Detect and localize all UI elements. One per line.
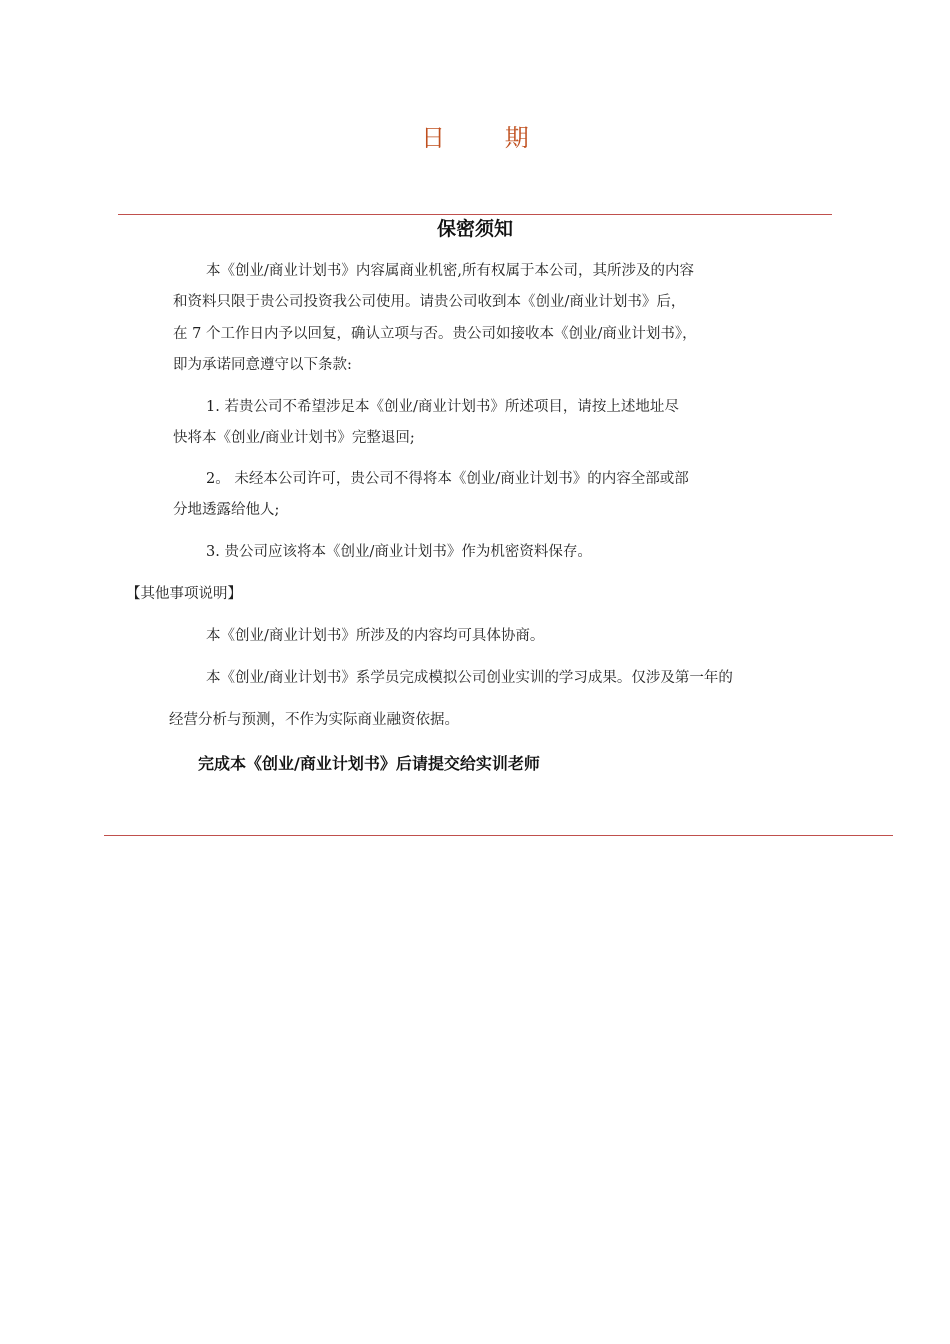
bottom-divider xyxy=(104,835,893,836)
intro-line-4: 即为承诺同意遵守以下条款: xyxy=(173,357,352,373)
intro-line-3: 在 7 个工作日内予以回复，确认立项与否。贵公司如接收本《创业/商业计划书》， xyxy=(173,326,697,342)
other-line-2: 本《创业/商业计划书》系学员完成模拟公司创业实训的学习成果。仅涉及第一年的 xyxy=(206,670,733,686)
notice-title: 保密须知 xyxy=(436,218,513,240)
clause-1-line-2: 快将本《创业/商业计划书》完整退回; xyxy=(173,430,415,446)
intro-line-2: 和资料只限于贵公司投资我公司使用。请贵公司收到本《创业/商业计划书》后， xyxy=(173,294,686,310)
closing-instruction: 完成本《创业/商业计划书》后请提交给实训老师 xyxy=(198,754,540,773)
clause-3: 3. 贵公司应该将本《创业/商业计划书》作为机密资料保存。 xyxy=(206,544,592,560)
date-title: 日 期 xyxy=(421,124,555,152)
other-line-3: 经营分析与预测，不作为实际商业融资依据。 xyxy=(169,712,459,728)
clause-2-line-1: 2。 未经本公司许可，贵公司不得将本《创业/商业计划书》的内容全部或部 xyxy=(206,471,689,487)
clause-1-line-1: 1. 若贵公司不希望涉足本《创业/商业计划书》所述项目，请按上述地址尽 xyxy=(206,399,679,415)
intro-line-1: 本《创业/商业计划书》内容属商业机密,所有权属于本公司，其所涉及的内容 xyxy=(206,263,694,279)
other-line-1: 本《创业/商业计划书》所涉及的内容均可具体协商。 xyxy=(206,628,545,644)
other-heading: 【其他事项说明】 xyxy=(126,586,242,602)
clause-2-line-2: 分地透露给他人; xyxy=(173,502,280,518)
